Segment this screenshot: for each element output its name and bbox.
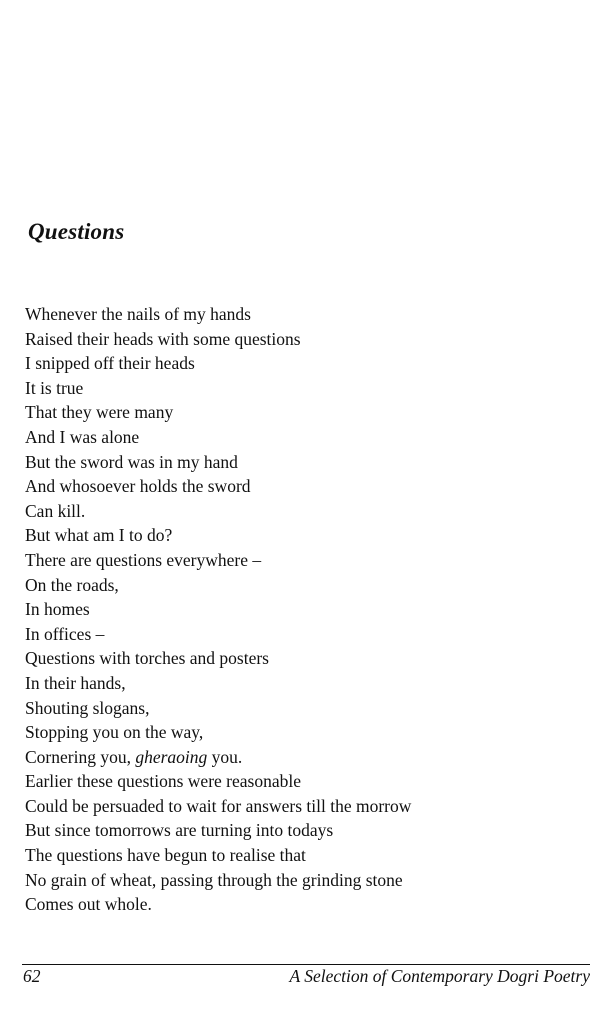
page-footer [22,966,590,990]
poem-line: Questions with torches and posters [25,648,269,669]
poem-line: In offices – [25,623,105,644]
footer-divider [22,964,590,965]
poem-line: But since tomorrows are turning into todays [25,820,334,841]
poem-line: And whosoever holds the sword [25,476,251,497]
poem-line: On the roads, [25,574,119,595]
poem-line: But what am I to do? [25,525,173,546]
running-book-title: A Selection of Contemporary Dogri Poetry [289,966,590,986]
poem-line-end: you. [207,746,243,767]
poem-line: Comes out whole. [25,894,152,915]
poem-line: The questions have begun to realise that [25,845,306,866]
poem-title: Questions [28,219,125,244]
poem-line: Can kill. [25,500,86,521]
poem-line-start: Cornering you, [25,746,136,767]
poem-line: In homes [25,599,90,620]
poem-line: No grain of wheat, passing through the grinding stone [25,869,403,890]
poem-line: Raised their heads with some questions [25,328,301,349]
poem-line: Shouting slogans, [25,697,150,718]
poem-line: And I was alone [25,426,140,447]
poem-line: Stopping you on the way, [25,722,204,743]
poem-line: Earlier these questions were reasonable [25,771,301,792]
poem-line: It is true [25,377,84,398]
poem-body [25,302,411,917]
poem-line: I snipped off their heads [25,353,195,374]
poem-line: Could be persuaded to wait for answers till the morrow [25,795,412,816]
poem-line: There are questions everywhere – [25,549,262,570]
poem-line: In their hands, [25,672,126,693]
poem-line-mixed [25,745,411,770]
page-number: 62 [23,966,41,986]
poem-line: Whenever the nails of my hands [25,304,251,324]
poem-line: But the sword was in my hand [25,451,238,472]
poem-line: That they were many [25,402,174,423]
poem-line-italic-word: gheraoing [135,746,208,767]
